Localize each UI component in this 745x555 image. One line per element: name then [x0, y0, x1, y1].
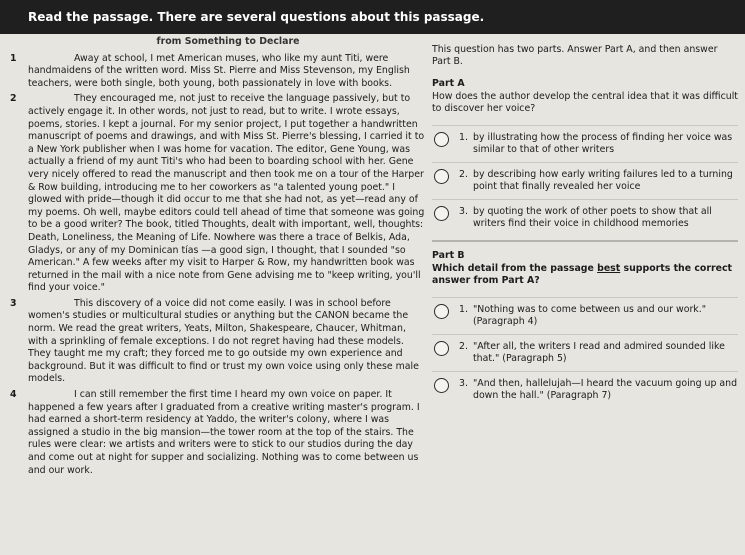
- option-number: 1.: [459, 132, 468, 143]
- question-panel: [432, 44, 738, 555]
- part-a-option-3[interactable]: [432, 199, 738, 236]
- option-text: "And then, hallelujah—I heard the vacuum going up and down the hall." (Paragraph 7): [473, 378, 738, 401]
- radio-button-icon[interactable]: [434, 206, 449, 221]
- radio-button-icon[interactable]: [434, 169, 449, 184]
- option-text: by quoting the work of other poets to show that all writers find their voice in childhood memories: [473, 206, 712, 229]
- passage-panel: [10, 36, 428, 555]
- paragraph-1: [10, 52, 428, 91]
- instruction-text: Read the passage. There are several questions about this passage.: [28, 10, 485, 24]
- part-b-label: Part B: [432, 250, 465, 261]
- paragraph-text: I can still remember the first time I heard my own voice on paper. It happened a few years after I graduated from a creative writing master's program. I had earned a short-term residency at Yaddo, the writer's colony, where I was assigned a studio in the big mansion—the tower room at the top of the stairs. The rules were clear: we artists and writers were to stick to our studios during the day and come out at night for supper and socializing. Nothing was to come between us and our work.: [28, 389, 420, 476]
- option-text: by describing how early writing failures led to a turning point that finally revealed her voice: [473, 169, 733, 192]
- paragraph-text: They encouraged me, not just to receive the language passively, but to actively engage it. In other words, not just to read, but to write. I wrote essays, poems, stories. I kept a journal. For my senior project, I put together a handwritten manuscript of poems and drawings, and with Miss St. Pierre's blessing, I carried it to a New York publisher when I was home for vacation. The editor, Gene Young, was actually a friend of my aunt Titi's who had been to boarding school with her. Gene very nicely offered to read the manuscript and then took me on a tour of the Harper & Row building, introducing me to her coworkers as "a talented young poet." I glowed with pride—though it did occur to me that she had not, as yet—read any of my poems. Oh well, maybe editors could tell ahead of time that someone was going to be a good writer? The book, titled Thoughts, dealt with important, well, thoughts: Death, Loneliness, the Meaning of Life. Nowhere was there a trace of Belkis, Ada, Gladys, or any of my Dominican tías —a good sign, I thought, that I sounded "so American." A few weeks after my visit to Harper & Row, my handwritten book was returned in the mail with a nice note from Gene advising me to "keep writing, you'll find your voice.": [28, 93, 425, 294]
- radio-button-icon[interactable]: [434, 378, 449, 393]
- part-b-prompt: [432, 263, 738, 287]
- part-a-option-1[interactable]: [432, 125, 738, 162]
- paragraph-number: 2: [10, 93, 17, 105]
- option-text: by illustrating how the process of finding her voice was similar to that of other writers: [473, 132, 733, 155]
- paragraph-number: 4: [10, 389, 17, 401]
- paragraph-text: This discovery of a voice did not come easily. I was in school before women's studies or multicultural studies or anything but the CANON became the norm. We read the great writers, Yeats, Milton, Shakespeare, Chaucer, Whitman, with a sprinkling of female exceptions. I do not regret having had these models. They taught me my craft; they forced me to go outside my own experience and background. But it was difficult to find or trust my own voice using only these male models.: [28, 297, 419, 385]
- part-b-prompt-emphasis: best: [597, 263, 621, 274]
- option-text: "Nothing was to come between us and our work." (Paragraph 4): [473, 304, 707, 327]
- option-number: 2.: [459, 169, 468, 180]
- paragraph-number: 1: [10, 52, 17, 64]
- radio-button-icon[interactable]: [434, 132, 449, 147]
- paragraph-4: [10, 389, 428, 477]
- part-a-option-2[interactable]: [432, 162, 738, 199]
- paragraph-text: Away at school, I met American muses, who like my aunt Titi, were handmaidens of the written word. Miss St. Pierre and Miss Stevenson, my English teachers, were both single, both young, both passionately in love with books.: [28, 52, 410, 89]
- part-a-label: Part A: [432, 78, 465, 89]
- paragraph-2: [10, 93, 428, 295]
- part-b-prompt-end: supports the correct answer from Part A?: [432, 263, 732, 286]
- paragraph-number: 3: [10, 297, 17, 309]
- part-b-prompt-start: Which detail from the passage: [432, 263, 598, 274]
- option-number: 2.: [459, 341, 468, 352]
- option-text: "After all, the writers I read and admired sounded like that." (Paragraph 5): [473, 341, 725, 364]
- part-b-option-1[interactable]: [432, 297, 738, 334]
- part-b-option-2[interactable]: [432, 334, 738, 371]
- instruction-banner: [0, 0, 745, 34]
- option-number: 3.: [459, 206, 468, 217]
- option-number: 1.: [459, 304, 468, 315]
- option-number: 3.: [459, 378, 468, 389]
- radio-button-icon[interactable]: [434, 304, 449, 319]
- radio-button-icon[interactable]: [434, 341, 449, 356]
- part-b-option-3[interactable]: [432, 371, 738, 408]
- question-intro: This question has two parts. Answer Part A, and then answer Part B.: [432, 44, 718, 67]
- part-a-prompt: How does the author develop the central idea that it was difficult to discover her voice?: [432, 91, 738, 114]
- paragraph-3: [10, 297, 428, 386]
- passage-source: from Something to Declare: [156, 36, 300, 47]
- part-divider: [432, 240, 738, 242]
